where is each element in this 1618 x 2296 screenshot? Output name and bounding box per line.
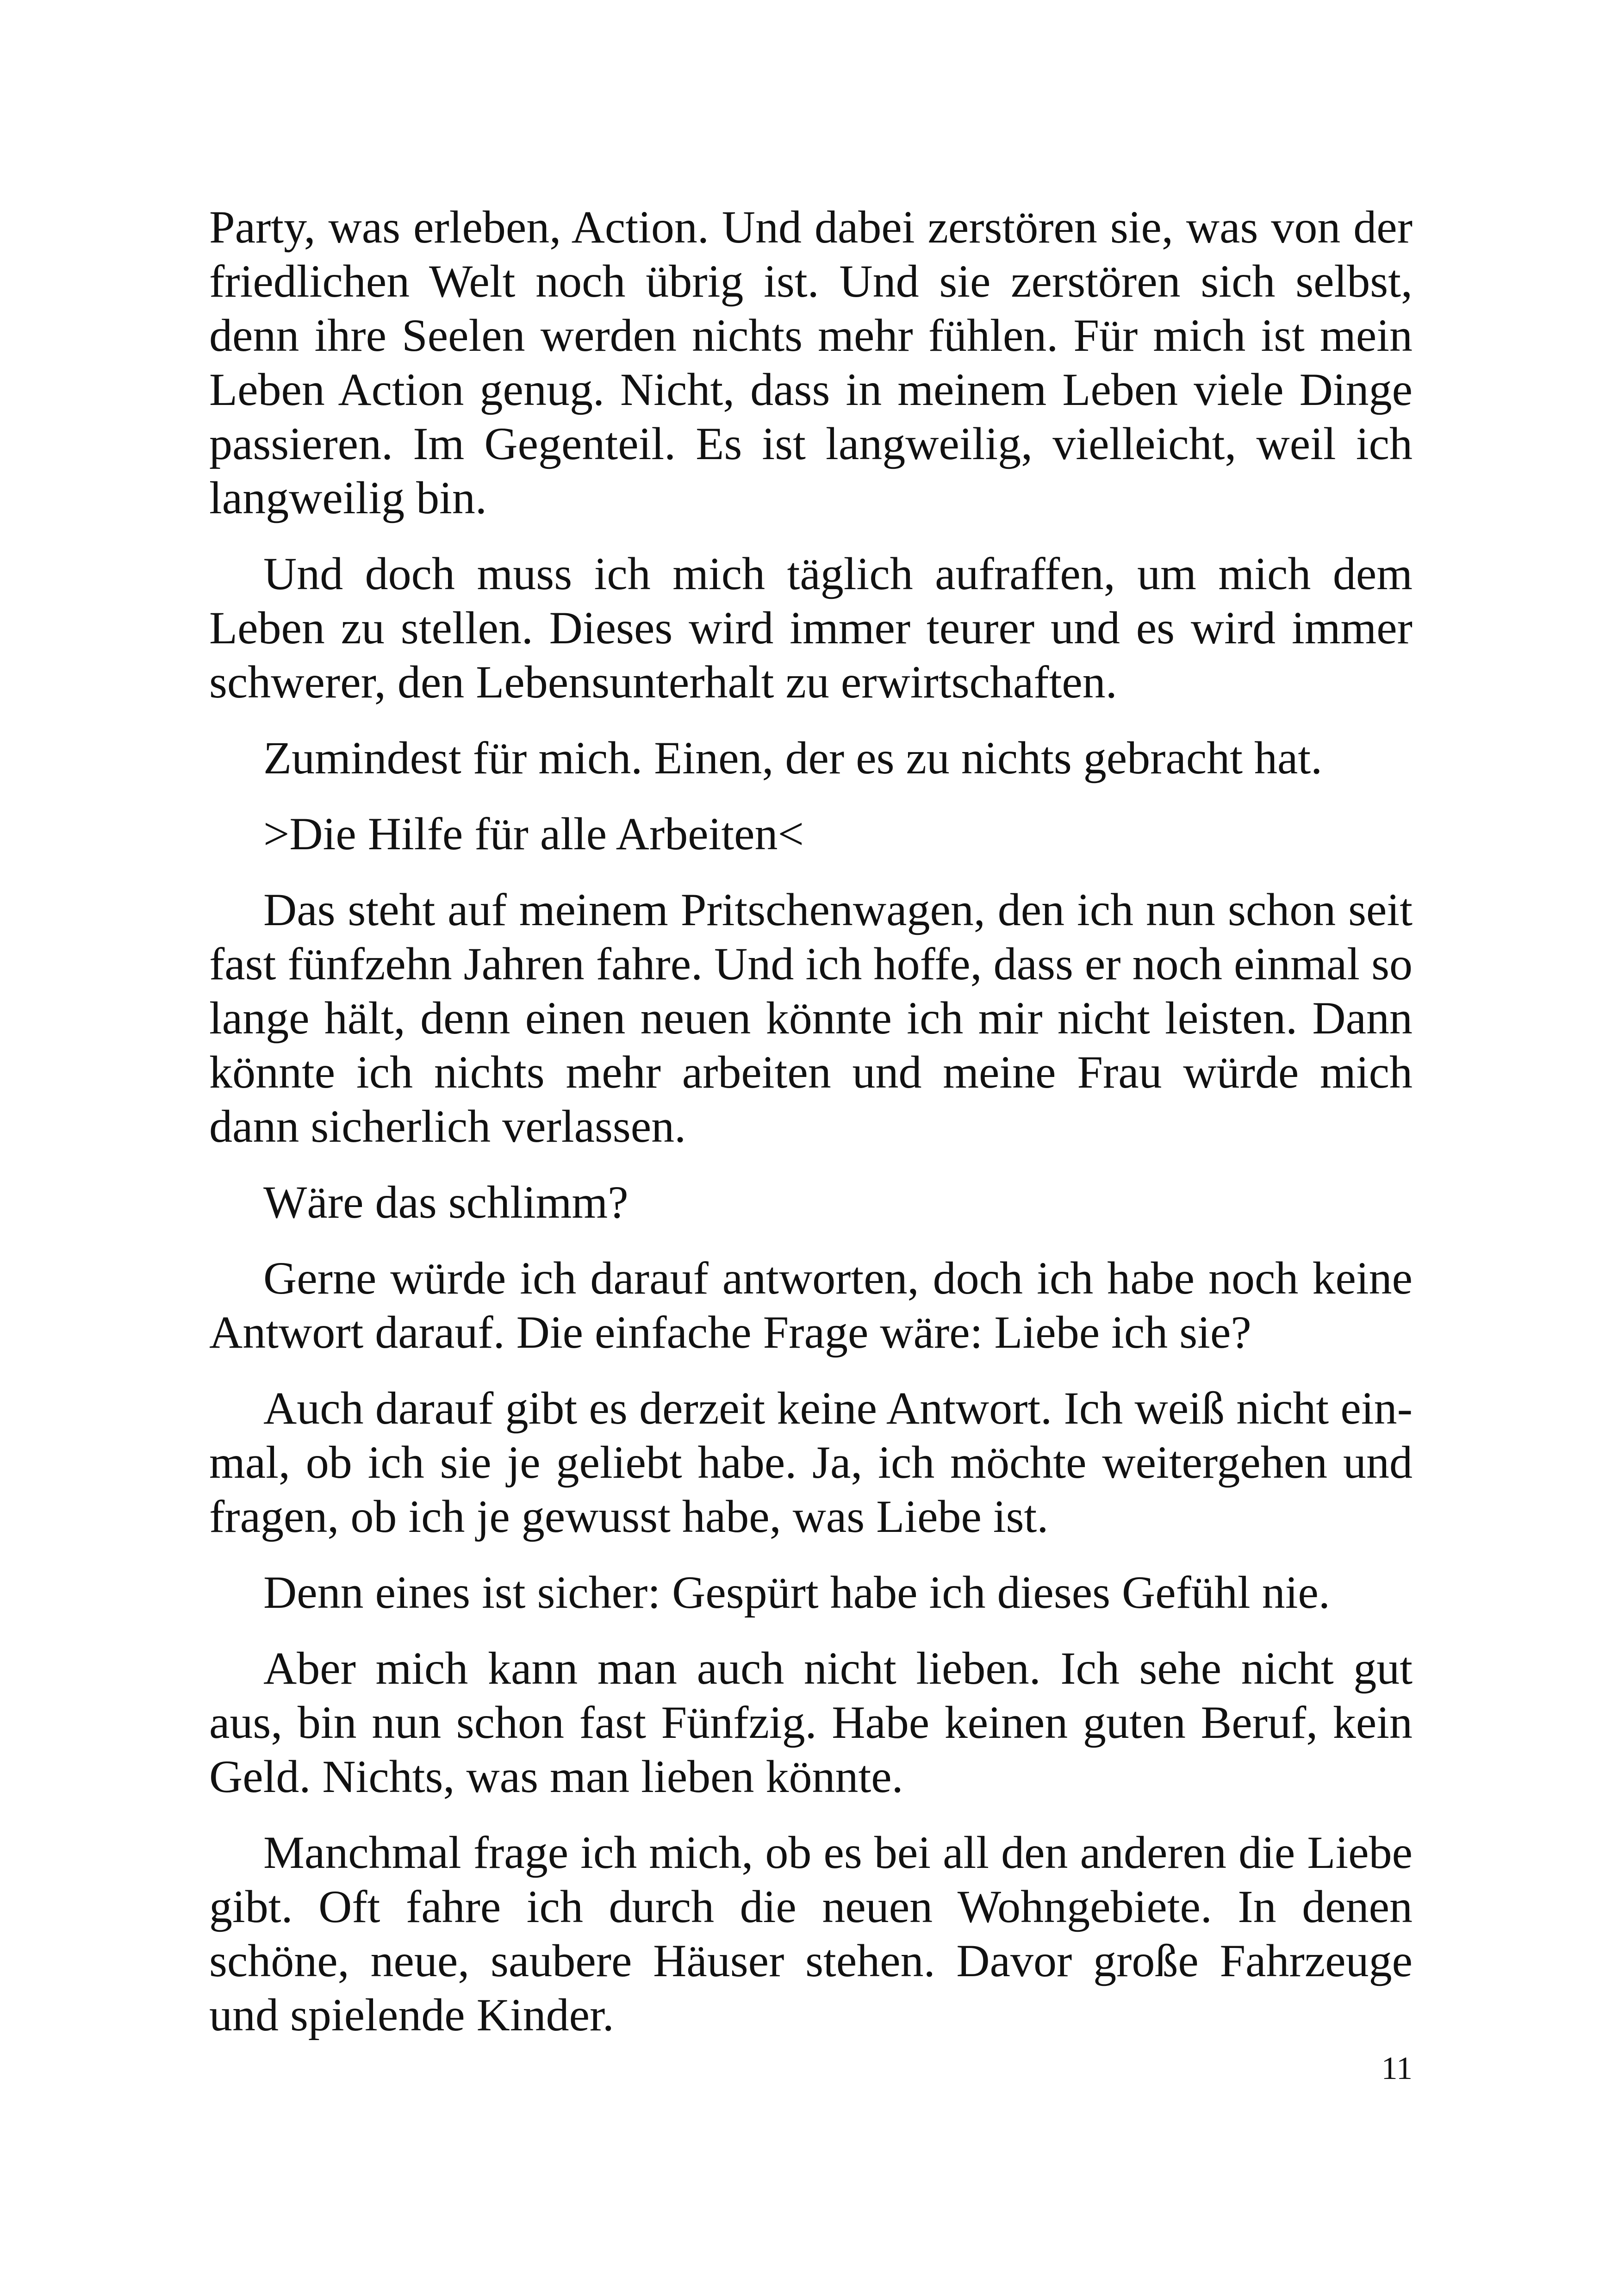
page-number: 11 xyxy=(1381,2051,1413,2086)
paragraph-10: Aber mich kann man auch nicht lieben. Ich sehe nicht gut aus, bin nun schon fast Fünfzig. Habe keinen guten Beruf, kein Geld. Nichts, was man lieben könnte. xyxy=(209,1643,1413,1802)
paragraph-5: Das steht auf meinem Pritschenwagen, den ich nun schon seit fast fünfzehn Jahren fahre. Und ich hoffe, dass er noch einmal so lange hält, denn einen neuen könnte ich mir nicht leisten. Dann könnte ich nichts mehr arbeiten und meine Frau würde mich dann sicherlich verlassen. xyxy=(209,884,1413,1152)
paragraph-7: Gerne würde ich darauf antworten, doch ich habe noch keine Antwort darauf. Die einfache Frage wäre: Liebe ich sie? xyxy=(209,1252,1413,1358)
paragraph-2: Und doch muss ich mich täglich aufraffen, um mich dem Leben zu stellen. Dieses wird immer teurer und es wird immer schwerer, den Lebensunterhalt zu erwirtschaften. xyxy=(209,548,1413,708)
paragraph-4: >Die Hilfe für alle Arbeiten< xyxy=(263,808,804,859)
paragraph-9: Denn eines ist sicher: Gespürt habe ich dieses Gefühl nie. xyxy=(263,1567,1330,1618)
paragraph-1: Party, was erleben, Action. Und dabei zerstören sie, was von der friedlichen Welt noch übrig ist. Und sie zerstören sich selbst, denn ihre Seelen werden nichts mehr fühlen. Für mich ist mein Leben Action genug. Nicht, dass in meinem Leben viele Dinge passieren. Im Gegenteil. Es ist langweilig, vielleicht, weil ich langweilig bin. xyxy=(209,201,1413,523)
paragraph-6: Wäre das schlimm? xyxy=(263,1176,629,1228)
paragraph-8: Auch darauf gibt es derzeit keine Antwort. Ich weiß nicht einmal, ob ich sie je geliebt habe. Ja, ich möchte weitergehen und fragen, ob ich je gewusst habe, was Liebe ist. xyxy=(209,1382,1413,1542)
paragraph-3: Zumindest für mich. Einen, der es zu nichts gebracht hat. xyxy=(263,732,1323,784)
body-text xyxy=(209,200,1413,2064)
paragraph-11: Manchmal frage ich mich, ob es bei all den anderen die Liebe gibt. Oft fahre ich durch die neuen Wohngebiete. In denen schöne, neue, saubere Häuser stehen. Davor große Fahrzeuge und spielende Kinder. xyxy=(209,1827,1413,2041)
